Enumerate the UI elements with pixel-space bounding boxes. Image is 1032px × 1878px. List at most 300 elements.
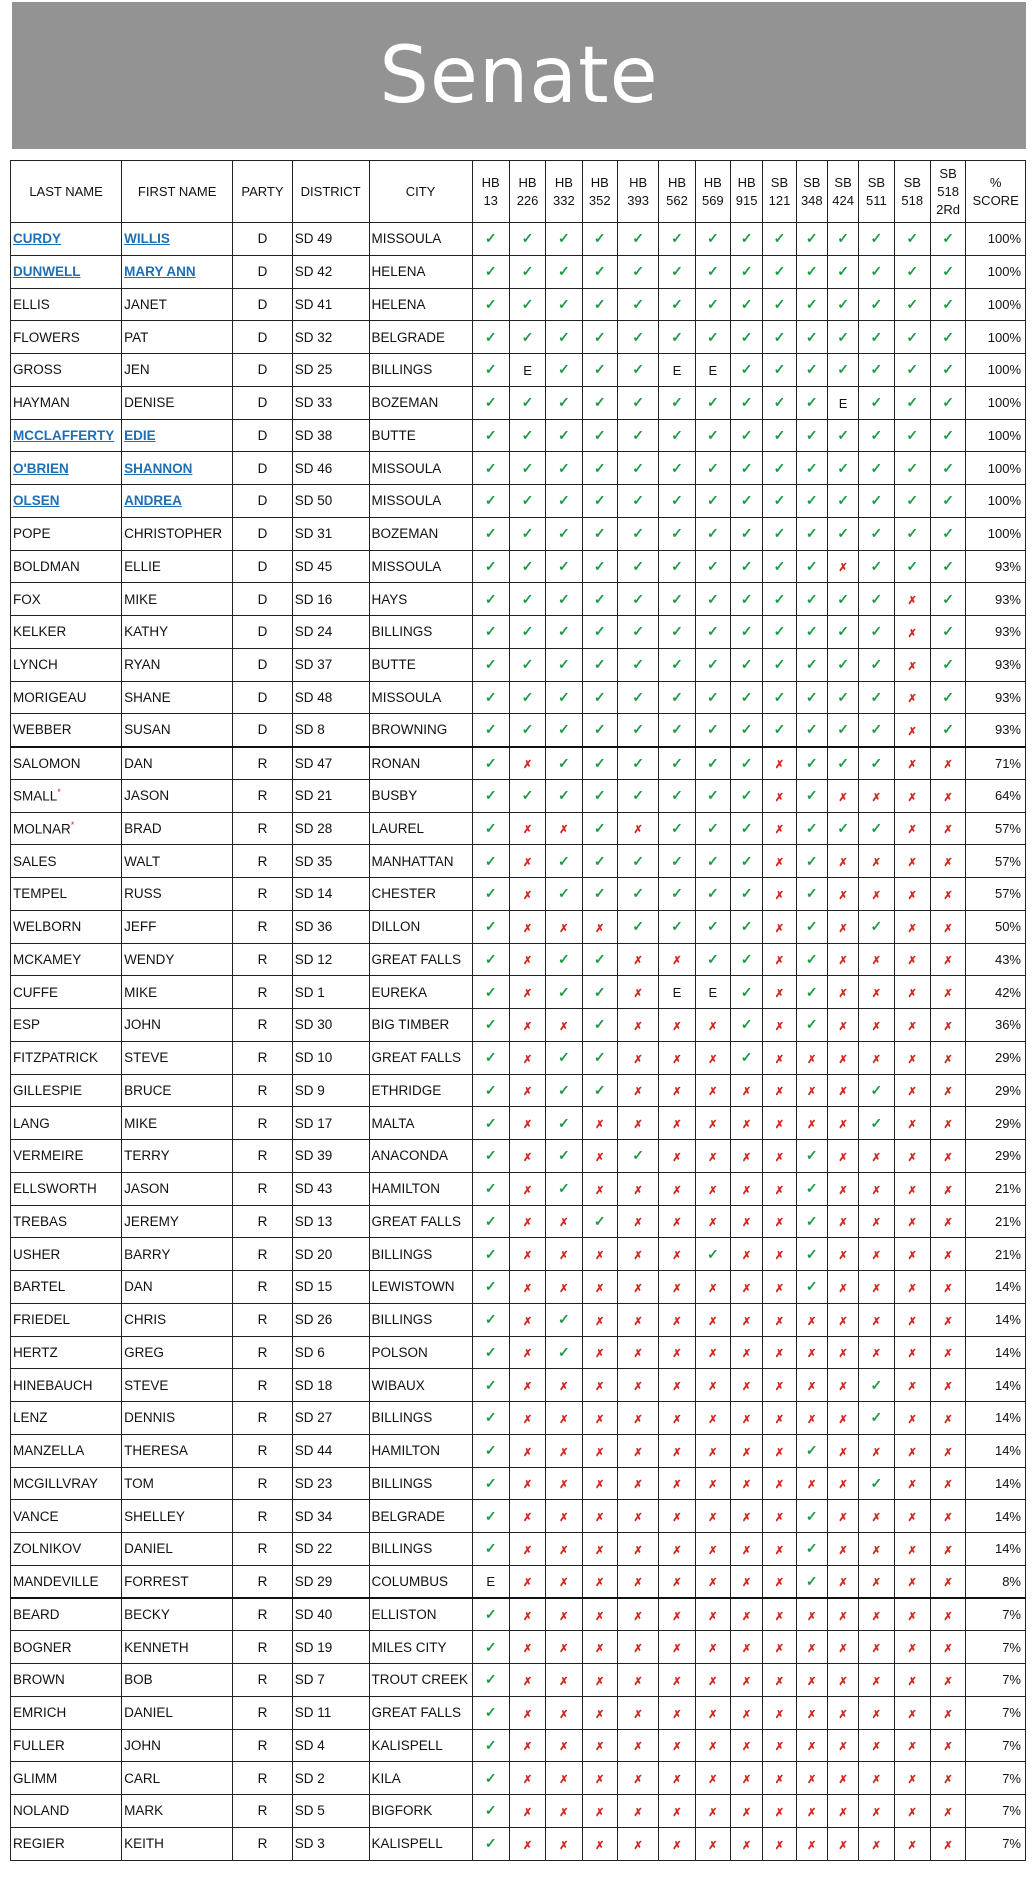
first-name-cell <box>122 1696 233 1729</box>
vote-cell-no <box>546 1467 582 1500</box>
vote-cell-yes <box>472 1598 509 1631</box>
col-header-city[interactable]: CITY <box>369 161 472 223</box>
vote-cell-no <box>894 583 930 616</box>
col-header-bill[interactable] <box>472 161 509 223</box>
x-mark-icon: ✗ <box>559 922 569 935</box>
party-cell: R <box>233 779 293 812</box>
check-mark-icon: ✓ <box>805 525 818 542</box>
vote-cell-no <box>894 1827 930 1860</box>
col-header-bill[interactable] <box>509 161 545 223</box>
x-mark-icon: ✗ <box>742 1512 752 1525</box>
check-mark-icon: ✓ <box>837 688 849 705</box>
x-mark-icon: ✗ <box>871 1282 882 1295</box>
vote-cell-yes <box>827 812 858 845</box>
last-name-link[interactable]: CURDY <box>13 231 62 247</box>
table-row <box>11 1172 1026 1205</box>
first-name-cell <box>122 1369 233 1402</box>
vote-cell-yes <box>472 1009 509 1042</box>
first-name-link[interactable]: MARY ANN <box>124 264 196 280</box>
check-mark-icon: ✓ <box>632 426 644 443</box>
vote-cell-no <box>659 1500 695 1533</box>
check-mark-icon: ✓ <box>837 590 849 607</box>
last-name-text: LYNCH <box>13 657 58 673</box>
vote-cell-yes <box>695 714 730 747</box>
last-name-text: BEARD <box>13 1607 60 1623</box>
x-mark-icon: ✗ <box>742 1282 752 1295</box>
first-name-cell <box>122 1238 233 1271</box>
vote-cell-no <box>509 1762 545 1795</box>
check-mark-icon: ✓ <box>593 754 606 771</box>
vote-cell-no <box>659 1303 695 1336</box>
col-header-bill[interactable] <box>659 161 695 223</box>
last-name-link[interactable]: DUNWELL <box>13 264 81 280</box>
party-cell: R <box>233 1402 293 1435</box>
district-cell: SD 26 <box>292 1303 369 1336</box>
vote-cell-yes <box>695 845 730 878</box>
vote-cell-yes <box>472 419 509 452</box>
vote-cell-no <box>617 1336 658 1369</box>
last-name-text: MCGILLVRAY <box>13 1475 99 1491</box>
first-name-text: SHELLEY <box>124 1508 185 1524</box>
check-mark-icon: ✓ <box>558 394 570 411</box>
check-mark-icon: ✓ <box>593 688 606 705</box>
check-mark-icon: ✓ <box>558 361 570 378</box>
vote-cell-yes <box>695 288 730 321</box>
first-name-cell <box>122 1172 233 1205</box>
district-cell: SD 14 <box>292 878 369 911</box>
x-mark-icon: ✗ <box>708 1086 718 1099</box>
vote-cell-yes <box>546 1140 582 1173</box>
x-mark-icon: ✗ <box>943 1315 953 1328</box>
x-mark-icon: ✗ <box>595 1806 605 1819</box>
check-mark-icon: ✓ <box>870 754 883 771</box>
vote-cell-no <box>930 845 965 878</box>
vote-cell-yes <box>731 648 763 681</box>
vote-cell-yes <box>582 1041 617 1074</box>
vote-cell-no <box>582 1598 617 1631</box>
check-mark-icon: ✓ <box>837 656 849 673</box>
vote-cell-no <box>546 1205 582 1238</box>
check-mark-icon: ✓ <box>805 1016 818 1033</box>
vote-cell-yes <box>731 517 763 550</box>
last-name-text: BOLDMAN <box>13 558 80 574</box>
x-mark-icon: ✗ <box>672 1381 682 1394</box>
check-mark-icon: ✓ <box>484 950 497 967</box>
last-name-text: ESP <box>13 1017 41 1033</box>
first-name-cell <box>122 1336 233 1369</box>
check-mark-icon: ✓ <box>593 1081 606 1098</box>
x-mark-icon: ✗ <box>907 889 917 902</box>
check-mark-icon: ✓ <box>484 1802 497 1819</box>
x-mark-icon: ✗ <box>871 1184 882 1197</box>
vote-cell-yes <box>827 354 858 387</box>
check-mark-icon: ✓ <box>706 623 719 640</box>
vote-cell-yes <box>472 321 509 354</box>
vote-cell-no <box>617 1533 658 1566</box>
vote-cell-no <box>695 1336 730 1369</box>
table-row <box>11 1336 1026 1369</box>
first-name-link[interactable]: SHANNON <box>124 460 193 476</box>
vote-cell-no <box>859 1533 894 1566</box>
city-cell: HELENA <box>369 288 472 321</box>
first-name-text: STEVE <box>124 1377 169 1393</box>
x-mark-icon: ✗ <box>871 1020 882 1033</box>
table-row <box>11 681 1026 714</box>
check-mark-icon: ✓ <box>805 656 818 673</box>
x-mark-icon: ✗ <box>595 922 605 935</box>
score-cell: 7% <box>966 1795 1026 1828</box>
last-name-link[interactable]: O'BRIEN <box>13 460 69 476</box>
district-cell: SD 10 <box>292 1041 369 1074</box>
check-mark-icon: ✓ <box>484 1507 497 1524</box>
vote-cell-no <box>827 1402 858 1435</box>
x-mark-icon: ✗ <box>838 1348 848 1361</box>
col-header-bill[interactable] <box>617 161 658 223</box>
last-name-link[interactable]: OLSEN <box>13 493 60 509</box>
table-body <box>11 223 1026 1861</box>
score-cell: 21% <box>966 1238 1026 1271</box>
vote-cell-no <box>894 714 930 747</box>
vote-cell-yes <box>731 681 763 714</box>
col-header-bill[interactable] <box>546 161 582 223</box>
check-mark-icon: ✓ <box>593 983 606 1000</box>
vote-cell-no <box>859 976 894 1009</box>
table-row <box>11 1434 1026 1467</box>
x-mark-icon: ✗ <box>559 1446 569 1459</box>
vote-cell-no <box>930 1533 965 1566</box>
vote-cell-yes <box>472 1074 509 1107</box>
check-mark-icon: ✓ <box>593 361 606 378</box>
x-mark-icon: ✗ <box>672 1577 682 1590</box>
col-header-last-name[interactable]: LAST NAME <box>11 161 122 223</box>
vote-cell-yes <box>472 1303 509 1336</box>
x-mark-icon: ✗ <box>742 1315 752 1328</box>
vote-cell-yes <box>731 616 763 649</box>
first-name-cell <box>122 747 233 780</box>
vote-cell-yes <box>796 550 827 583</box>
x-mark-icon: ✗ <box>774 1446 785 1459</box>
x-mark-icon: ✗ <box>807 1643 817 1656</box>
check-mark-icon: ✓ <box>706 459 719 476</box>
check-mark-icon: ✓ <box>706 328 719 345</box>
last-name-cell <box>11 1762 122 1795</box>
vote-cell-yes <box>659 878 695 911</box>
city-cell: BELGRADE <box>369 1500 472 1533</box>
score-cell: 21% <box>966 1205 1026 1238</box>
x-mark-icon: ✗ <box>595 1544 605 1557</box>
x-mark-icon: ✗ <box>672 1217 682 1230</box>
x-mark-icon: ✗ <box>708 1020 718 1033</box>
vote-cell-no <box>763 1107 796 1140</box>
vote-cell-no <box>695 1500 730 1533</box>
excused-marker: E <box>708 362 718 378</box>
vote-cell-yes <box>472 714 509 747</box>
last-name-link[interactable]: MCCLAFFERTY <box>13 427 115 443</box>
vote-cell-no <box>546 1434 582 1467</box>
table-row <box>11 1827 1026 1860</box>
x-mark-icon: ✗ <box>838 1381 848 1394</box>
col-header-bill[interactable] <box>731 161 763 223</box>
vote-cell-no <box>930 1631 965 1664</box>
x-mark-icon: ✗ <box>774 824 785 837</box>
vote-cell-no <box>930 1107 965 1140</box>
score-cell: 14% <box>966 1500 1026 1533</box>
vote-cell-no <box>659 1696 695 1729</box>
vote-cell-yes <box>859 321 894 354</box>
vote-cell-no <box>930 1762 965 1795</box>
vote-cell-no <box>659 943 695 976</box>
first-name-text: KENNETH <box>124 1639 189 1655</box>
x-mark-icon: ✗ <box>595 1675 605 1688</box>
x-mark-icon: ✗ <box>559 1643 569 1656</box>
x-mark-icon: ✗ <box>807 1315 817 1328</box>
check-mark-icon: ✓ <box>484 1540 497 1557</box>
vote-cell-no <box>930 1271 965 1304</box>
x-mark-icon: ✗ <box>522 1282 533 1295</box>
check-mark-icon: ✓ <box>558 426 570 443</box>
check-mark-icon: ✓ <box>906 557 919 574</box>
col-header-district[interactable]: DISTRICT <box>292 161 369 223</box>
vote-cell-no <box>509 747 545 780</box>
bill-header-part: 2Rd <box>936 201 961 217</box>
check-mark-icon: ✓ <box>706 950 719 967</box>
first-name-link[interactable]: WILLIS <box>124 231 170 247</box>
vote-cell-yes <box>763 714 796 747</box>
vote-cell-no <box>763 1041 796 1074</box>
vote-cell-yes <box>659 910 695 943</box>
vote-cell-no <box>859 1500 894 1533</box>
vote-cell-no <box>859 1434 894 1467</box>
district-cell: SD 5 <box>292 1795 369 1828</box>
col-header-bill[interactable] <box>582 161 617 223</box>
x-mark-icon: ✗ <box>708 1643 718 1656</box>
first-name-cell <box>122 878 233 911</box>
city-cell: BUTTE <box>369 419 472 452</box>
x-mark-icon: ✗ <box>672 1151 682 1164</box>
vote-cell-no <box>617 812 658 845</box>
bill-header-part: HB <box>590 174 609 190</box>
check-mark-icon: ✓ <box>837 328 849 345</box>
vote-cell-no <box>695 1041 730 1074</box>
vote-cell-no <box>894 910 930 943</box>
vote-cell-no <box>859 1238 894 1271</box>
last-name-cell <box>11 1631 122 1664</box>
vote-cell-yes <box>930 321 965 354</box>
vote-cell-yes <box>472 1729 509 1762</box>
vote-cell-no <box>763 1762 796 1795</box>
vote-cell-no <box>509 1369 545 1402</box>
vote-cell-yes <box>617 288 658 321</box>
check-mark-icon: ✓ <box>593 557 606 574</box>
x-mark-icon: ✗ <box>943 1544 953 1557</box>
check-mark-icon: ✓ <box>558 656 570 673</box>
x-mark-icon: ✗ <box>907 1741 917 1754</box>
vote-cell-yes <box>859 616 894 649</box>
vote-cell-yes <box>582 386 617 419</box>
first-name-link[interactable]: EDIE <box>124 427 156 443</box>
vote-cell-yes <box>695 779 730 812</box>
x-mark-icon: ✗ <box>522 1348 533 1361</box>
district-cell: SD 8 <box>292 714 369 747</box>
col-header-party[interactable]: PARTY <box>233 161 293 223</box>
x-mark-icon: ✗ <box>672 1086 682 1099</box>
vote-cell-yes <box>894 517 930 550</box>
vote-cell-yes <box>695 943 730 976</box>
x-mark-icon: ✗ <box>672 1512 682 1525</box>
asterisk-marker: * <box>57 787 61 798</box>
x-mark-icon: ✗ <box>559 1741 569 1754</box>
vote-cell-yes <box>763 321 796 354</box>
bill-header-part: HB <box>737 174 756 190</box>
x-mark-icon: ✗ <box>838 1053 848 1066</box>
check-mark-icon: ✓ <box>870 918 883 935</box>
x-mark-icon: ✗ <box>522 1119 533 1132</box>
check-mark-icon: ✓ <box>593 787 606 804</box>
vote-cell-no <box>695 1533 730 1566</box>
last-name-cell <box>11 1434 122 1467</box>
check-mark-icon: ✓ <box>671 623 683 640</box>
x-mark-icon: ✗ <box>907 1708 917 1721</box>
first-name-cell <box>122 681 233 714</box>
vote-cell-yes <box>894 419 930 452</box>
vote-cell-yes <box>731 747 763 780</box>
x-mark-icon: ✗ <box>672 1741 682 1754</box>
col-header-bill[interactable] <box>695 161 730 223</box>
vote-cell-yes <box>930 354 965 387</box>
x-mark-icon: ✗ <box>708 1119 718 1132</box>
district-cell: SD 40 <box>292 1598 369 1631</box>
city-cell: MISSOULA <box>369 681 472 714</box>
table-row <box>11 1369 1026 1402</box>
x-mark-icon: ✗ <box>774 1282 785 1295</box>
x-mark-icon: ✗ <box>522 857 533 870</box>
vote-cell-yes <box>659 419 695 452</box>
score-cell: 100% <box>966 419 1026 452</box>
vote-cell-yes <box>894 452 930 485</box>
check-mark-icon: ✓ <box>773 426 786 443</box>
first-name-cell <box>122 1271 233 1304</box>
check-mark-icon: ✓ <box>484 1212 497 1229</box>
check-mark-icon: ✓ <box>558 1311 570 1328</box>
x-mark-icon: ✗ <box>595 1381 605 1394</box>
col-header-bill[interactable] <box>763 161 796 223</box>
district-cell: SD 47 <box>292 747 369 780</box>
vote-cell-no <box>582 1172 617 1205</box>
x-mark-icon: ✗ <box>907 1446 917 1459</box>
vote-cell-yes <box>695 223 730 256</box>
table-row <box>11 1467 1026 1500</box>
x-mark-icon: ✗ <box>774 1675 785 1688</box>
col-header-first-name[interactable]: FIRST NAME <box>122 161 233 223</box>
check-mark-icon: ✓ <box>593 230 606 247</box>
table-row <box>11 452 1026 485</box>
last-name-cell <box>11 517 122 550</box>
x-mark-icon: ✗ <box>708 1479 718 1492</box>
table-row <box>11 1238 1026 1271</box>
check-mark-icon: ✓ <box>484 787 497 804</box>
vote-cell-no <box>695 1762 730 1795</box>
table-row <box>11 779 1026 812</box>
vote-cell-yes <box>546 747 582 780</box>
col-header-bill[interactable] <box>894 161 930 223</box>
vote-cell-no <box>930 1009 965 1042</box>
check-mark-icon: ✓ <box>837 426 849 443</box>
check-mark-icon: ✓ <box>484 1442 497 1459</box>
vote-cell-no <box>731 1631 763 1664</box>
vote-cell-yes <box>731 452 763 485</box>
vote-cell-yes <box>827 419 858 452</box>
check-mark-icon: ✓ <box>593 459 606 476</box>
vote-cell-yes <box>859 714 894 747</box>
table-row <box>11 1533 1026 1566</box>
vote-cell-yes <box>796 354 827 387</box>
vote-cell-no <box>894 1565 930 1598</box>
check-mark-icon: ✓ <box>484 852 497 869</box>
bill-header-part: 562 <box>666 192 688 208</box>
vote-cell-no <box>894 1631 930 1664</box>
x-mark-icon: ✗ <box>943 1675 953 1688</box>
vote-cell-yes <box>827 288 858 321</box>
vote-cell-yes <box>659 517 695 550</box>
x-mark-icon: ✗ <box>559 1774 569 1787</box>
col-header-bill[interactable] <box>930 161 965 223</box>
score-cell: 100% <box>966 223 1026 256</box>
vote-cell-no <box>509 1467 545 1500</box>
col-header-score[interactable] <box>966 161 1026 223</box>
x-mark-icon: ✗ <box>807 1479 817 1492</box>
check-mark-icon: ✓ <box>740 754 753 771</box>
excused-marker: E <box>523 362 532 378</box>
x-mark-icon: ✗ <box>708 1741 718 1754</box>
x-mark-icon: ✗ <box>708 1348 718 1361</box>
x-mark-icon: ✗ <box>633 1282 643 1295</box>
vote-cell-no <box>659 1631 695 1664</box>
x-mark-icon: ✗ <box>522 1381 533 1394</box>
first-name-cell <box>122 550 233 583</box>
check-mark-icon: ✓ <box>671 295 683 312</box>
check-mark-icon: ✓ <box>521 394 534 411</box>
first-name-text: THERESA <box>124 1443 188 1459</box>
check-mark-icon: ✓ <box>706 918 719 935</box>
vote-cell-yes <box>617 1140 658 1173</box>
vote-cell-yes <box>546 845 582 878</box>
check-mark-icon: ✓ <box>593 950 606 967</box>
vote-cell-no <box>827 1271 858 1304</box>
check-mark-icon: ✓ <box>593 328 606 345</box>
x-mark-icon: ✗ <box>943 1184 953 1197</box>
vote-cell-yes <box>546 419 582 452</box>
col-header-bill[interactable] <box>859 161 894 223</box>
x-mark-icon: ✗ <box>943 1381 953 1394</box>
x-mark-icon: ✗ <box>522 889 533 902</box>
first-name-link[interactable]: ANDREA <box>124 493 182 509</box>
col-header-bill[interactable] <box>796 161 827 223</box>
vote-cell-yes <box>509 550 545 583</box>
vote-cell-no <box>827 1598 858 1631</box>
col-header-bill[interactable] <box>827 161 858 223</box>
x-mark-icon: ✗ <box>672 1446 682 1459</box>
vote-cell-yes <box>546 1107 582 1140</box>
x-mark-icon: ✗ <box>774 1479 785 1492</box>
check-mark-icon: ✓ <box>558 459 570 476</box>
check-mark-icon: ✓ <box>805 492 818 509</box>
vote-cell-no <box>546 1271 582 1304</box>
party-cell: D <box>233 681 293 714</box>
x-mark-icon: ✗ <box>838 1250 848 1263</box>
x-mark-icon: ✗ <box>672 1250 682 1263</box>
bill-header-part: HB <box>667 174 687 190</box>
vote-cell-yes <box>546 878 582 911</box>
